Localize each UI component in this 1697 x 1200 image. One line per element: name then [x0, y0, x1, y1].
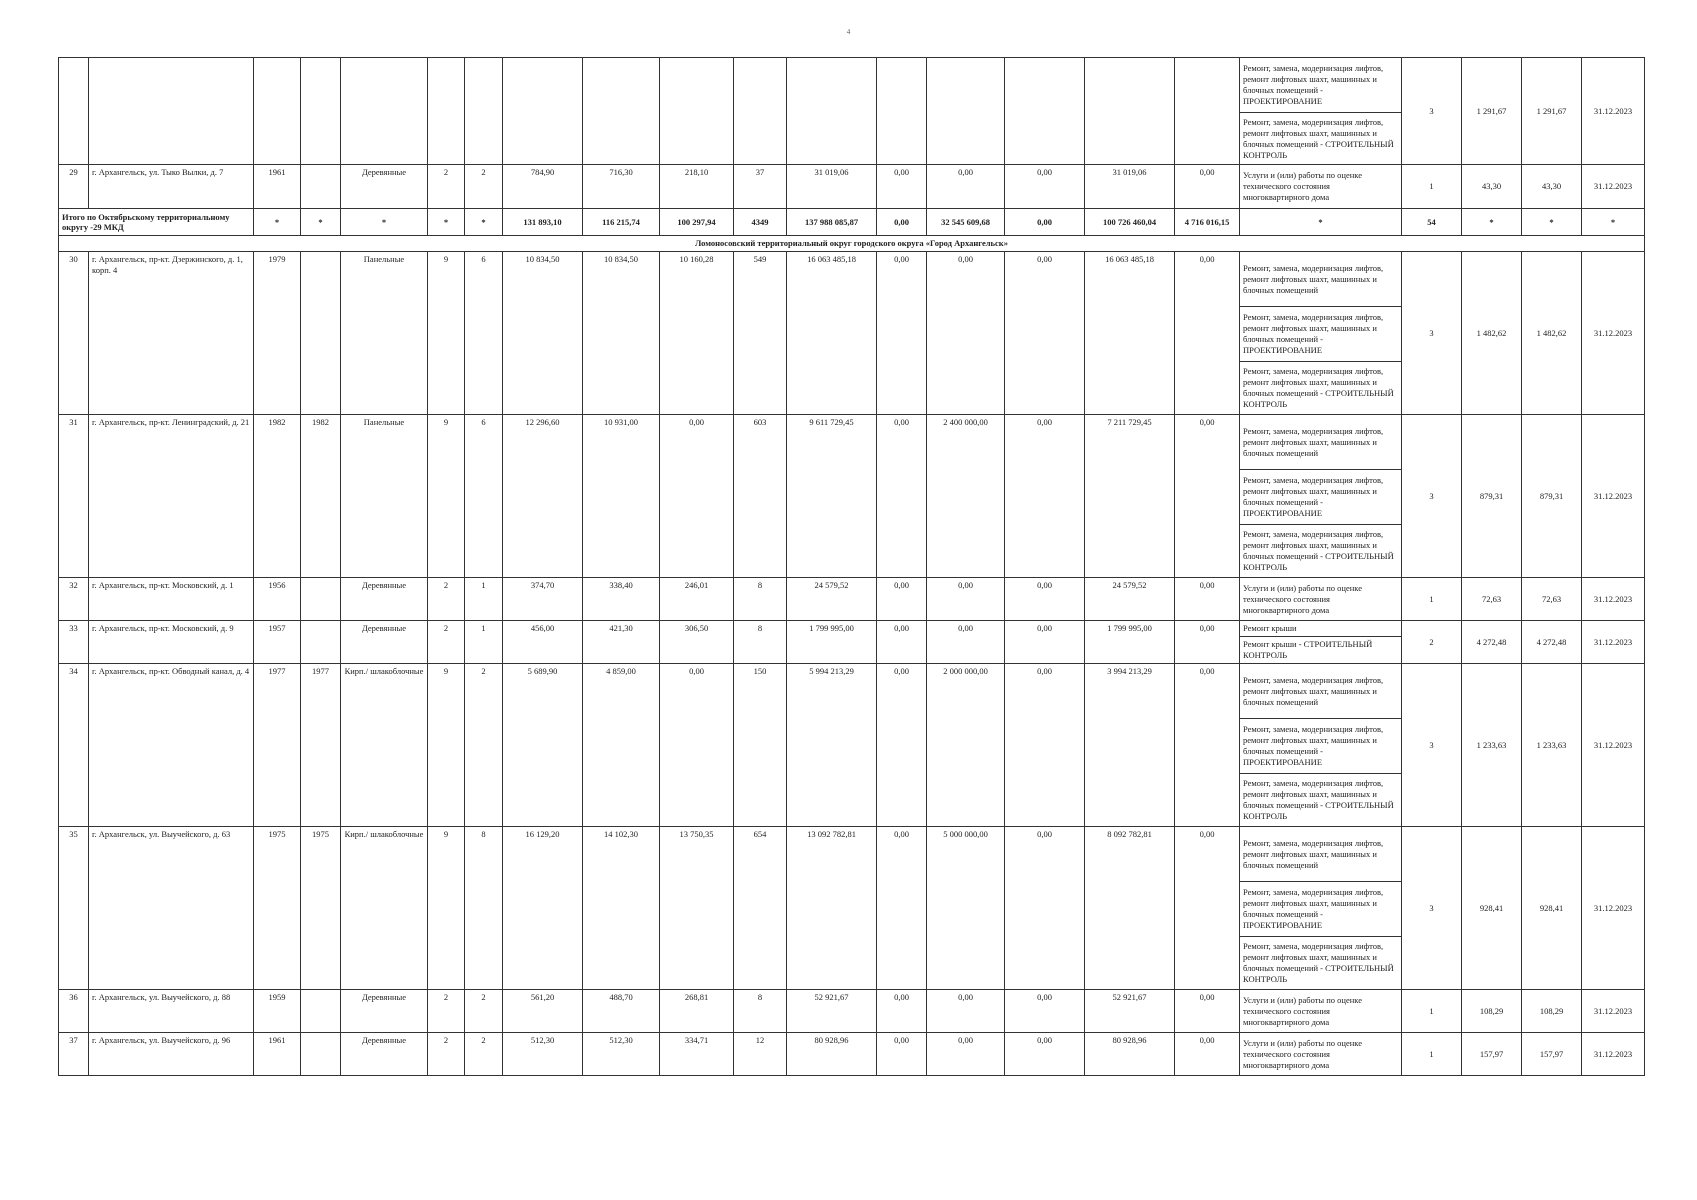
cell-cost-limit: 157,97: [1522, 1033, 1582, 1076]
cell-sum-other: 0,00: [1175, 827, 1240, 990]
cell-floors: 2: [428, 621, 465, 664]
cell-work: Ремонт, замена, модернизация лифтов, ремонт лифтовых шахт, машинных и блочных помещений - СТРОИТЕЛЬНЫЙ КОНТРОЛЬ: [1240, 525, 1402, 578]
cell-work: Ремонт, замена, модернизация лифтов, ремонт лифтовых шахт, машинных и блочных помещений - СТРОИТЕЛЬНЫЙ КОНТРОЛЬ: [1240, 937, 1402, 990]
cell-cost: 1 291,67: [1462, 58, 1522, 165]
cell-address: г. Архангельск, пр-кт. Дзержинского, д. 1, корп. 4: [89, 252, 254, 415]
cell-num: 30: [59, 252, 89, 415]
cell-sum-other: 0,00: [1175, 165, 1240, 209]
cell-num: 33: [59, 621, 89, 664]
cell-sum-owners: 80 928,96: [1085, 1033, 1175, 1076]
cell-year-overhaul: [301, 578, 341, 621]
cell-sum-other: 0,00: [1175, 990, 1240, 1033]
table-row: [59, 58, 1645, 113]
cell-cost: 72,63: [1462, 578, 1522, 621]
cell-sum-region: 0,00: [927, 252, 1005, 415]
cell-sum-fund: 0,00: [877, 990, 927, 1033]
cell-num: 34: [59, 664, 89, 827]
cell-cost: 1 482,62: [1462, 252, 1522, 415]
cell-work: Ремонт, замена, модернизация лифтов, ремонт лифтовых шахт, машинных и блочных помещений - ПРОЕКТИРОВАНИЕ: [1240, 307, 1402, 362]
cell-cost-limit: 43,30: [1522, 165, 1582, 209]
cell-residents: 8: [734, 578, 787, 621]
cell-sum-other: 0,00: [1175, 1033, 1240, 1076]
cell-area-all: 716,30: [583, 165, 660, 209]
page-number: 4: [846, 28, 851, 36]
cell-sum-local: 0,00: [1005, 827, 1085, 990]
cell-residents: [734, 58, 787, 165]
cell-entrances: 6: [465, 252, 503, 415]
cell-sum-total: 31 019,06: [787, 165, 877, 209]
cell-sum-total: 5 994 213,29: [787, 664, 877, 827]
cell-area-res: 268,81: [660, 990, 734, 1033]
cell-work: Ремонт, замена, модернизация лифтов, ремонт лифтовых шахт, машинных и блочных помещений - СТРОИТЕЛЬНЫЙ КОНТРОЛЬ: [1240, 113, 1402, 165]
cell-num: [59, 58, 89, 165]
cell-sum-fund: 0,00: [877, 252, 927, 415]
cell-work-count: 1: [1402, 1033, 1462, 1076]
cell-work-count: 1: [1402, 578, 1462, 621]
total-area-res: 100 297,94: [660, 209, 734, 236]
cell-sum-owners: 8 092 782,81: [1085, 827, 1175, 990]
cell-sum-local: 0,00: [1005, 1033, 1085, 1076]
cell-work-count: 3: [1402, 58, 1462, 165]
cell-year-overhaul: 1977: [301, 664, 341, 827]
cell-floors: 9: [428, 827, 465, 990]
cell-year-overhaul: [301, 621, 341, 664]
cell-area-total: 512,30: [503, 1033, 583, 1076]
cell-sum-fund: 0,00: [877, 578, 927, 621]
cell-area-res: [660, 58, 734, 165]
cell-address: г. Архангельск, пр-кт. Московский, д. 1: [89, 578, 254, 621]
cell-date: 31.12.2023: [1582, 58, 1645, 165]
cell-sum-local: 0,00: [1005, 664, 1085, 827]
cell-sum-other: 0,00: [1175, 415, 1240, 578]
cell-sum-owners: 3 994 213,29: [1085, 664, 1175, 827]
table-row: [59, 252, 1645, 307]
cell-entrances: 2: [465, 1033, 503, 1076]
cell-work: Услуги и (или) работы по оценке технического состояния многоквартирного дома: [1240, 990, 1402, 1033]
cell-year-overhaul: 1975: [301, 827, 341, 990]
cell-work: Ремонт, замена, модернизация лифтов, ремонт лифтовых шахт, машинных и блочных помещений: [1240, 252, 1402, 307]
cell-material: [341, 58, 428, 165]
cell-sum-region: 2 000 000,00: [927, 664, 1005, 827]
cell-year-built: 1975: [254, 827, 301, 990]
cell-date: 31.12.2023: [1582, 415, 1645, 578]
cell-num: 35: [59, 827, 89, 990]
overhaul-program-table: [58, 57, 1645, 1076]
cell-sum-fund: 0,00: [877, 827, 927, 990]
cell-material: Деревянные: [341, 578, 428, 621]
total-label: Итого по Октябрьскому территориальному округу -29 МКД: [59, 209, 254, 236]
cell-work: Ремонт, замена, модернизация лифтов, ремонт лифтовых шахт, машинных и блочных помещений - СТРОИТЕЛЬНЫЙ КОНТРОЛЬ: [1240, 774, 1402, 827]
cell-area-res: 246,01: [660, 578, 734, 621]
cell-work: Ремонт, замена, модернизация лифтов, ремонт лифтовых шахт, машинных и блочных помещений - ПРОЕКТИРОВАНИЕ: [1240, 470, 1402, 525]
total-row: [59, 209, 1645, 236]
cell-work: Ремонт крыши - СТРОИТЕЛЬНЫЙ КОНТРОЛЬ: [1240, 637, 1402, 664]
cell-work-count: 1: [1402, 165, 1462, 209]
cell-year-built: 1957: [254, 621, 301, 664]
cell-area-all: 10 834,50: [583, 252, 660, 415]
cell-date: 31.12.2023: [1582, 827, 1645, 990]
cell-year-built: 1956: [254, 578, 301, 621]
cell-sum-owners: 16 063 485,18: [1085, 252, 1175, 415]
cell-cost-limit: 1 291,67: [1522, 58, 1582, 165]
cell-cost-limit: 879,31: [1522, 415, 1582, 578]
cell-area-all: 512,30: [583, 1033, 660, 1076]
cell-sum-local: 0,00: [1005, 621, 1085, 664]
table-row: [59, 578, 1645, 621]
cell-sum-region: 0,00: [927, 990, 1005, 1033]
cell-year-overhaul: [301, 58, 341, 165]
cell-sum-fund: 0,00: [877, 165, 927, 209]
cell-address: г. Архангельск, ул. Выучейского, д. 88: [89, 990, 254, 1033]
cell-floors: [428, 58, 465, 165]
cell-year-built: 1961: [254, 165, 301, 209]
cell-area-all: 14 102,30: [583, 827, 660, 990]
cell-sum-fund: 0,00: [877, 415, 927, 578]
cell-material: Деревянные: [341, 990, 428, 1033]
total-star: *: [1240, 209, 1402, 236]
cell-cost: 157,97: [1462, 1033, 1522, 1076]
cell-num: 31: [59, 415, 89, 578]
cell-work: Ремонт, замена, модернизация лифтов, ремонт лифтовых шахт, машинных и блочных помещений - ПРОЕКТИРОВАНИЕ: [1240, 58, 1402, 113]
cell-address: г. Архангельск, пр-кт. Обводный канал, д. 4: [89, 664, 254, 827]
cell-sum-owners: 7 211 729,45: [1085, 415, 1175, 578]
cell-date: 31.12.2023: [1582, 165, 1645, 209]
cell-area-total: 16 129,20: [503, 827, 583, 990]
cell-year-overhaul: [301, 990, 341, 1033]
cell-area-all: [583, 58, 660, 165]
total-star: *: [428, 209, 465, 236]
cell-entrances: 2: [465, 664, 503, 827]
cell-sum-region: 2 400 000,00: [927, 415, 1005, 578]
cell-entrances: 1: [465, 578, 503, 621]
cell-sum-owners: 52 921,67: [1085, 990, 1175, 1033]
cell-area-total: 10 834,50: [503, 252, 583, 415]
cell-area-all: 421,30: [583, 621, 660, 664]
total-star: *: [1582, 209, 1645, 236]
total-star: *: [301, 209, 341, 236]
cell-material: Деревянные: [341, 165, 428, 209]
table-row: [59, 165, 1645, 209]
cell-cost-limit: 928,41: [1522, 827, 1582, 990]
cell-year-built: [254, 58, 301, 165]
cell-date: 31.12.2023: [1582, 252, 1645, 415]
cell-area-all: 4 859,00: [583, 664, 660, 827]
cell-material: Деревянные: [341, 621, 428, 664]
total-area-all: 116 215,74: [583, 209, 660, 236]
cell-date: 31.12.2023: [1582, 664, 1645, 827]
cell-year-built: 1959: [254, 990, 301, 1033]
cell-floors: 2: [428, 1033, 465, 1076]
cell-area-total: 456,00: [503, 621, 583, 664]
cell-work-count: 3: [1402, 664, 1462, 827]
cell-residents: 8: [734, 990, 787, 1033]
cell-material: Панельные: [341, 415, 428, 578]
cell-cost: 928,41: [1462, 827, 1522, 990]
cell-area-all: 10 931,00: [583, 415, 660, 578]
cell-cost: 43,30: [1462, 165, 1522, 209]
cell-area-total: 12 296,60: [503, 415, 583, 578]
cell-floors: 2: [428, 165, 465, 209]
total-star: *: [254, 209, 301, 236]
cell-year-overhaul: [301, 1033, 341, 1076]
total-residents: 4349: [734, 209, 787, 236]
section-title: Ломоносовский территориальный округ городского округа «Город Архангельск»: [59, 236, 1645, 252]
cell-material: Деревянные: [341, 1033, 428, 1076]
cell-material: Кирп./ шлакоблочные: [341, 664, 428, 827]
table-row: [59, 664, 1645, 719]
cell-address: г. Архангельск, пр-кт. Московский, д. 9: [89, 621, 254, 664]
table-row: [59, 621, 1645, 637]
cell-area-res: 0,00: [660, 415, 734, 578]
cell-sum-local: [1005, 58, 1085, 165]
cell-sum-local: 0,00: [1005, 165, 1085, 209]
cell-floors: 9: [428, 252, 465, 415]
cell-cost-limit: 72,63: [1522, 578, 1582, 621]
cell-residents: 37: [734, 165, 787, 209]
cell-area-res: 0,00: [660, 664, 734, 827]
cell-num: 29: [59, 165, 89, 209]
total-star: *: [1462, 209, 1522, 236]
cell-residents: 12: [734, 1033, 787, 1076]
cell-num: 32: [59, 578, 89, 621]
cell-area-res: 306,50: [660, 621, 734, 664]
cell-area-total: 5 689,90: [503, 664, 583, 827]
cell-address: г. Архангельск, ул. Тыко Вылки, д. 7: [89, 165, 254, 209]
total-sum-fund: 0,00: [877, 209, 927, 236]
cell-area-total: 784,90: [503, 165, 583, 209]
total-sum-other: 4 716 016,15: [1175, 209, 1240, 236]
cell-year-overhaul: [301, 252, 341, 415]
cell-area-all: 488,70: [583, 990, 660, 1033]
cell-cost-limit: 4 272,48: [1522, 621, 1582, 664]
cell-entrances: [465, 58, 503, 165]
total-star: *: [465, 209, 503, 236]
cell-area-res: 218,10: [660, 165, 734, 209]
cell-sum-total: 80 928,96: [787, 1033, 877, 1076]
cell-residents: 549: [734, 252, 787, 415]
cell-sum-local: 0,00: [1005, 990, 1085, 1033]
cell-area-all: 338,40: [583, 578, 660, 621]
cell-work: Ремонт крыши: [1240, 621, 1402, 637]
cell-sum-region: 0,00: [927, 1033, 1005, 1076]
cell-work: Ремонт, замена, модернизация лифтов, ремонт лифтовых шахт, машинных и блочных помещений - СТРОИТЕЛЬНЫЙ КОНТРОЛЬ: [1240, 362, 1402, 415]
cell-material: Панельные: [341, 252, 428, 415]
total-star: *: [1522, 209, 1582, 236]
cell-sum-total: 9 611 729,45: [787, 415, 877, 578]
table-row: [59, 827, 1645, 882]
cell-work-count: 3: [1402, 252, 1462, 415]
cell-work: Ремонт, замена, модернизация лифтов, ремонт лифтовых шахт, машинных и блочных помещений: [1240, 827, 1402, 882]
cell-entrances: 1: [465, 621, 503, 664]
cell-area-res: 10 160,28: [660, 252, 734, 415]
cell-floors: 9: [428, 415, 465, 578]
cell-cost: 1 233,63: [1462, 664, 1522, 827]
total-sum-region: 32 545 609,68: [927, 209, 1005, 236]
cell-sum-region: 5 000 000,00: [927, 827, 1005, 990]
cell-area-res: 13 750,35: [660, 827, 734, 990]
cell-sum-other: 0,00: [1175, 621, 1240, 664]
cell-residents: 150: [734, 664, 787, 827]
cell-work-count: 3: [1402, 827, 1462, 990]
cell-floors: 2: [428, 990, 465, 1033]
cell-cost-limit: 108,29: [1522, 990, 1582, 1033]
cell-sum-fund: [877, 58, 927, 165]
table-body: [59, 58, 1645, 1076]
cell-year-built: 1979: [254, 252, 301, 415]
cell-date: 31.12.2023: [1582, 621, 1645, 664]
cell-area-res: 334,71: [660, 1033, 734, 1076]
cell-sum-region: 0,00: [927, 165, 1005, 209]
total-sum-total: 137 988 085,87: [787, 209, 877, 236]
cell-sum-owners: [1085, 58, 1175, 165]
cell-sum-fund: 0,00: [877, 1033, 927, 1076]
cell-work: Ремонт, замена, модернизация лифтов, ремонт лифтовых шахт, машинных и блочных помещений: [1240, 415, 1402, 470]
cell-sum-fund: 0,00: [877, 621, 927, 664]
cell-work: Ремонт, замена, модернизация лифтов, ремонт лифтовых шахт, машинных и блочных помещений - ПРОЕКТИРОВАНИЕ: [1240, 719, 1402, 774]
cell-year-built: 1982: [254, 415, 301, 578]
cell-floors: 2: [428, 578, 465, 621]
cell-sum-total: 13 092 782,81: [787, 827, 877, 990]
cell-work: Услуги и (или) работы по оценке технического состояния многоквартирного дома: [1240, 165, 1402, 209]
cell-work: Ремонт, замена, модернизация лифтов, ремонт лифтовых шахт, машинных и блочных помещений - ПРОЕКТИРОВАНИЕ: [1240, 882, 1402, 937]
cell-cost: 879,31: [1462, 415, 1522, 578]
cell-cost-limit: 1 233,63: [1522, 664, 1582, 827]
cell-num: 37: [59, 1033, 89, 1076]
cell-sum-total: 1 799 995,00: [787, 621, 877, 664]
section-row: [59, 236, 1645, 252]
cell-sum-other: 0,00: [1175, 578, 1240, 621]
cell-sum-fund: 0,00: [877, 664, 927, 827]
cell-sum-region: [927, 58, 1005, 165]
cell-sum-region: 0,00: [927, 621, 1005, 664]
cell-year-overhaul: 1982: [301, 415, 341, 578]
cell-date: 31.12.2023: [1582, 1033, 1645, 1076]
cell-sum-local: 0,00: [1005, 252, 1085, 415]
cell-residents: 8: [734, 621, 787, 664]
cell-area-total: 374,70: [503, 578, 583, 621]
table-row: [59, 990, 1645, 1033]
cell-work: Ремонт, замена, модернизация лифтов, ремонт лифтовых шахт, машинных и блочных помещений: [1240, 664, 1402, 719]
cell-num: 36: [59, 990, 89, 1033]
cell-sum-other: 0,00: [1175, 664, 1240, 827]
table-row: [59, 1033, 1645, 1076]
cell-sum-owners: 24 579,52: [1085, 578, 1175, 621]
cell-cost: 4 272,48: [1462, 621, 1522, 664]
cell-year-built: 1961: [254, 1033, 301, 1076]
cell-sum-other: 0,00: [1175, 252, 1240, 415]
cell-area-total: 561,20: [503, 990, 583, 1033]
total-star: *: [341, 209, 428, 236]
cell-sum-total: 24 579,52: [787, 578, 877, 621]
cell-residents: 654: [734, 827, 787, 990]
total-sum-local: 0,00: [1005, 209, 1085, 236]
cell-date: 31.12.2023: [1582, 990, 1645, 1033]
cell-sum-local: 0,00: [1005, 578, 1085, 621]
cell-sum-total: 16 063 485,18: [787, 252, 877, 415]
cell-entrances: 6: [465, 415, 503, 578]
total-area-total: 131 893,10: [503, 209, 583, 236]
cell-sum-total: 52 921,67: [787, 990, 877, 1033]
cell-address: г. Архангельск, ул. Выучейского, д. 63: [89, 827, 254, 990]
total-sum-owners: 100 726 460,04: [1085, 209, 1175, 236]
cell-residents: 603: [734, 415, 787, 578]
cell-entrances: 2: [465, 990, 503, 1033]
cell-sum-local: 0,00: [1005, 415, 1085, 578]
cell-work: Услуги и (или) работы по оценке технического состояния многоквартирного дома: [1240, 1033, 1402, 1076]
cell-year-overhaul: [301, 165, 341, 209]
cell-work: Услуги и (или) работы по оценке технического состояния многоквартирного дома: [1240, 578, 1402, 621]
cell-sum-owners: 31 019,06: [1085, 165, 1175, 209]
cell-sum-other: [1175, 58, 1240, 165]
cell-entrances: 8: [465, 827, 503, 990]
cell-cost-limit: 1 482,62: [1522, 252, 1582, 415]
cell-address: г. Архангельск, ул. Выучейского, д. 96: [89, 1033, 254, 1076]
cell-sum-total: [787, 58, 877, 165]
cell-sum-region: 0,00: [927, 578, 1005, 621]
cell-work-count: 3: [1402, 415, 1462, 578]
cell-year-built: 1977: [254, 664, 301, 827]
cell-work-count: 2: [1402, 621, 1462, 664]
cell-date: 31.12.2023: [1582, 578, 1645, 621]
cell-address: г. Архангельск, пр-кт. Ленинградский, д. 21: [89, 415, 254, 578]
total-count: 54: [1402, 209, 1462, 236]
cell-address: [89, 58, 254, 165]
cell-cost: 108,29: [1462, 990, 1522, 1033]
cell-area-total: [503, 58, 583, 165]
cell-floors: 9: [428, 664, 465, 827]
cell-work-count: 1: [1402, 990, 1462, 1033]
cell-material: Кирп./ шлакоблочные: [341, 827, 428, 990]
cell-entrances: 2: [465, 165, 503, 209]
table-row: [59, 415, 1645, 470]
cell-sum-owners: 1 799 995,00: [1085, 621, 1175, 664]
